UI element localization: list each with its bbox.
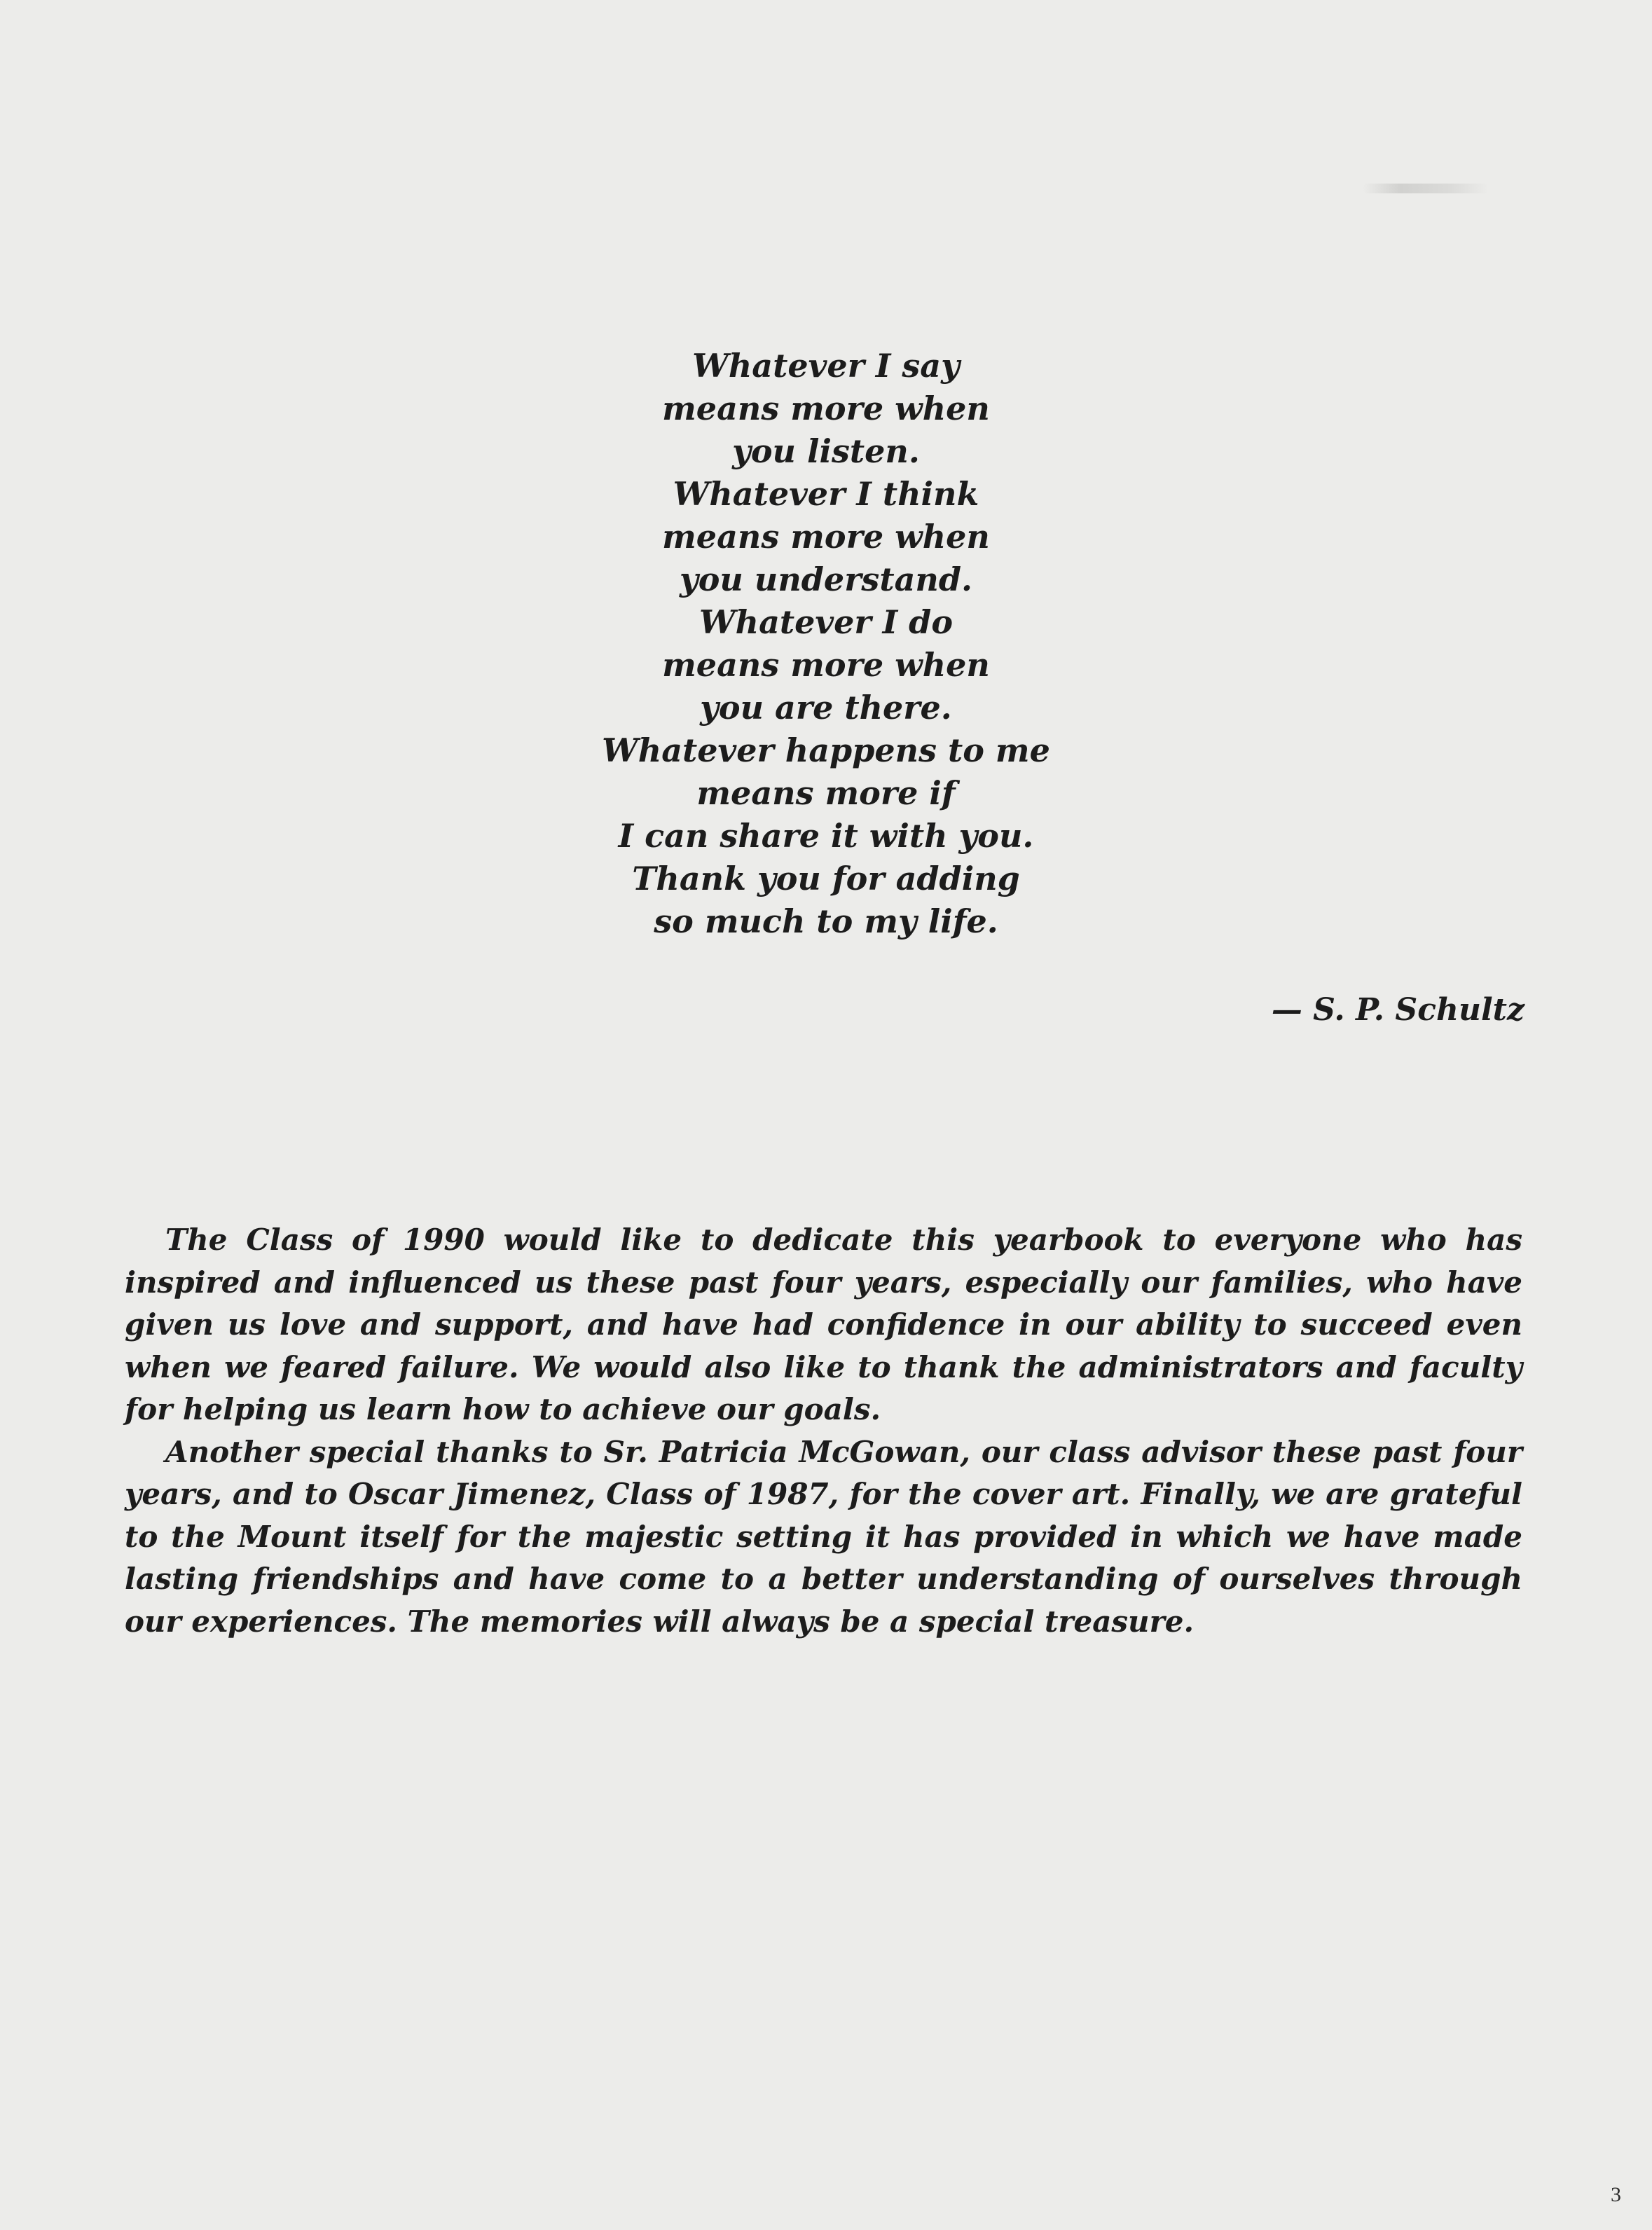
- dedication-paragraph: Another special thanks to Sr. Patricia McGowan, our class advisor these past four years, and to Oscar Jimenez, Class of 1987, for the cover art. Finally, we are grateful to the Mount itself for the majestic setting it has provided in which we have made lasting friendships and have come to a better understanding of ourselves through our experiences. The memories will always be a special treasure.: [125, 1434, 1522, 1639]
- poem-line: means more when: [662, 518, 990, 556]
- poem-line: Thank you for adding: [632, 860, 1020, 897]
- poem-line: you understand.: [680, 560, 972, 598]
- poem-line: Whatever happens to me: [602, 731, 1050, 769]
- poem-line: Whatever I say: [692, 347, 960, 385]
- paper-smudge: [1363, 184, 1489, 193]
- page-number: 3: [1611, 2183, 1621, 2206]
- poem-line: means more if: [696, 774, 956, 812]
- poem: [0, 345, 1652, 943]
- poem-line: Whatever I think: [673, 475, 979, 513]
- poem-line: you listen.: [732, 432, 920, 470]
- poem-line: so much to my life.: [654, 902, 998, 940]
- poem-line: means more when: [662, 646, 990, 684]
- poem-line: means more when: [662, 390, 990, 427]
- dedication-paragraph: The Class of 1990 would like to dedicate this yearbook to everyone who has inspired and influenced us these past four years, especially our families, who have given us love and support, and have had confidence in our ability to succeed even when we feared failure. We would also like to thank the administrators and faculty for helping us learn how to achieve our goals.: [125, 1223, 1522, 1426]
- poem-line: I can share it with you.: [618, 817, 1034, 855]
- poem-line: Whatever I do: [698, 603, 954, 641]
- poem-attribution: — S. P. Schultz: [1271, 992, 1524, 1028]
- poem-line: you are there.: [700, 689, 952, 727]
- dedication-text: [125, 1219, 1522, 1643]
